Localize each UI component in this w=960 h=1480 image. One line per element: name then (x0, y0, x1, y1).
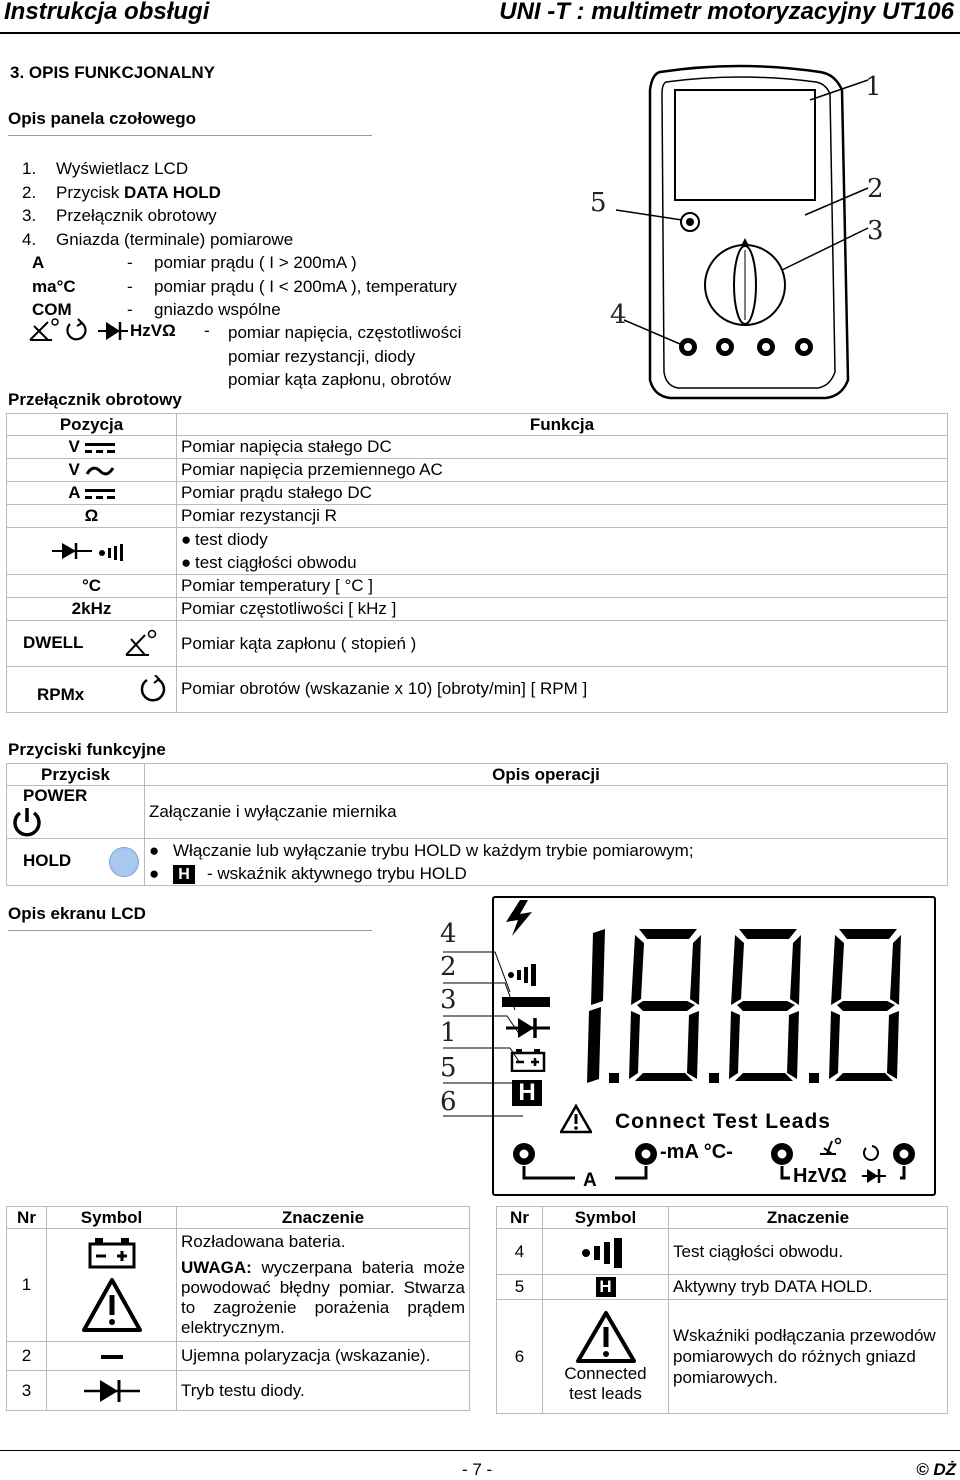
battery-icon (51, 1237, 172, 1269)
table-row (497, 1300, 948, 1414)
lcd-title: Opis ekranu LCD (8, 904, 372, 931)
func-cell: Pomiar rezystancji R (177, 505, 948, 528)
symbol-cell (47, 1342, 177, 1371)
panel-list-item: 1. Wyświetlacz LCD (22, 159, 189, 178)
header-right: UNI -T : multimetr motoryzacyjny UT106 (499, 0, 954, 25)
func-cell: Pomiar temperatury [ °C ] (177, 575, 948, 598)
table-row (497, 1229, 948, 1275)
lcd-digits-graphic (575, 925, 915, 1090)
table-header: Opis operacji (145, 764, 948, 786)
ac-icon (85, 463, 115, 479)
callout-label: 5 (590, 188, 607, 218)
multimeter-front-panel-drawing (580, 60, 910, 405)
buttons-title: Przyciski funkcyjne (8, 740, 166, 759)
table-row (7, 436, 948, 459)
table-row (7, 786, 948, 839)
warning-icon (51, 1277, 172, 1333)
terminal-a-label: A (583, 1170, 597, 1191)
footer-rule (0, 1450, 960, 1451)
pos-cell (7, 528, 177, 575)
table-header: Przycisk (7, 764, 145, 786)
table-header: Znaczenie (177, 1207, 470, 1229)
table-header: Pozycja (7, 414, 177, 436)
symbol-cell (543, 1229, 669, 1275)
button-desc-cell (145, 839, 948, 886)
callout-label: 1 (865, 72, 882, 102)
lcd-row-label: 6 (440, 1087, 457, 1117)
socket-item: COM - gniazdo wspólne (32, 300, 281, 319)
rpm-icon (137, 675, 167, 705)
nr-cell: 1 (7, 1229, 47, 1342)
socket4-name: HzVΩ (130, 321, 176, 340)
panel-list-item: 4. Gniazda (terminale) pomiarowe (22, 229, 294, 249)
socket4-dash: - (204, 321, 210, 340)
socket-list (32, 251, 457, 322)
hold-icon: H (596, 1277, 616, 1297)
table-header: Symbol (543, 1207, 669, 1229)
table-header: Nr (7, 1207, 47, 1229)
lcd-row-label: 5 (440, 1053, 457, 1083)
meaning-cell: Ujemna polaryzacja (wskazanie). (177, 1342, 470, 1371)
meaning-warning: UWAGA: wyczerpana bateria może powodować błędny pomiar. Stwarza to zagrożenie porażenia prądem elektrycznym. (181, 1258, 465, 1337)
button-name-cell: POWER (7, 786, 145, 839)
symbol-cell (47, 1371, 177, 1411)
socket-item: ma°C - pomiar prądu ( I < 200mA ), temperatury (32, 276, 457, 296)
table-header: Znaczenie (669, 1207, 948, 1229)
meaning-cell: Aktywny tryb DATA HOLD. (669, 1275, 948, 1300)
func-cell: Pomiar kąta zapłonu ( stopień ) (177, 621, 948, 667)
panel-title: Opis panela czołowego (8, 109, 372, 136)
func-cell: Pomiar częstotliwości [ kHz ] (177, 598, 948, 621)
func-cell (177, 528, 948, 575)
pos-cell: 2kHz (7, 598, 177, 621)
legend-table-left (6, 1206, 470, 1411)
socket4-line: pomiar napięcia, częstotliwości (228, 323, 462, 342)
table-row (7, 1371, 470, 1411)
switch-title: Przełącznik obrotowy (8, 390, 182, 409)
socket4-line: pomiar kąta zapłonu, obrotów (228, 370, 452, 389)
func-bullet: ● test ciągłości obwodu (181, 553, 357, 572)
warning-icon (547, 1310, 664, 1364)
page-number: - 7 - (462, 1460, 493, 1479)
table-row (7, 667, 948, 713)
callout-label: 3 (867, 216, 884, 246)
callout-label: 4 (610, 300, 627, 330)
table-row (7, 505, 948, 528)
dwell-rpm-diode-icons (28, 318, 128, 344)
button-desc-cell: Załączanie i wyłączanie miernika (145, 786, 948, 839)
copyright: © DŻ (916, 1460, 956, 1479)
table-row (7, 839, 948, 886)
continuity-icon (505, 962, 545, 986)
socket-item: A - pomiar prądu ( I > 200mA ) (32, 253, 357, 272)
table-row (7, 459, 948, 482)
nr-cell: 4 (497, 1229, 543, 1275)
continuity-icon (580, 1236, 632, 1268)
table-row (7, 598, 948, 621)
diode-icon (84, 1377, 140, 1405)
table-header: Nr (497, 1207, 543, 1229)
battery-icon (510, 1048, 546, 1072)
panel-list (22, 157, 293, 251)
meaning-cell: Wskaźniki podłączania przewodów pomiarowych do różnych gniazd pomiarowych. (669, 1300, 948, 1414)
table-row (7, 621, 948, 667)
dc-icon (85, 441, 115, 455)
nr-cell: 5 (497, 1275, 543, 1300)
meaning-line: Rozładowana bateria. (181, 1232, 346, 1251)
section-title: 3. OPIS FUNKCJONALNY (10, 63, 215, 82)
connect-test-leads: Connect Test Leads (615, 1110, 831, 1133)
meaning-cell: Tryb testu diody. (177, 1371, 470, 1411)
terminal-diode-icon (862, 1168, 886, 1184)
callout-label: 2 (867, 174, 884, 204)
symbol-cell (543, 1275, 669, 1300)
warning-icon (560, 1104, 592, 1134)
func-bullet: ● test diody (181, 530, 268, 549)
symbol-text: Connected test leads (564, 1363, 647, 1403)
nr-cell: 2 (7, 1342, 47, 1371)
pos-cell: °C (7, 575, 177, 598)
symbol-cell (47, 1229, 177, 1342)
table-row (7, 528, 948, 575)
minus-sign-icon (101, 1355, 123, 1359)
hold-icon: H (512, 1080, 542, 1106)
pos-cell: V (7, 436, 177, 459)
terminal-ma-label: -mA °C- (660, 1141, 733, 1163)
desc-bullet: ● Włączanie lub wyłączanie trybu HOLD w każdym trybie pomiarowym; (149, 841, 694, 860)
lcd-row-label: 2 (440, 952, 457, 982)
desc-bullet: ● H - wskaźnik aktywnego trybu HOLD (149, 864, 467, 884)
header-left: Instrukcja obsługi (4, 0, 210, 25)
legend-table-right (496, 1206, 948, 1414)
hold-indicator-icon: H (173, 865, 195, 884)
nr-cell: 6 (497, 1300, 543, 1414)
dwell-icon (123, 629, 157, 659)
power-icon (11, 806, 43, 838)
table-row (7, 482, 948, 505)
header-rule (0, 32, 960, 34)
lcd-row-label: 4 (440, 919, 457, 949)
socket4-desc (228, 321, 461, 392)
table-row (7, 1229, 470, 1342)
table-header: Symbol (47, 1207, 177, 1229)
nr-cell: 3 (7, 1371, 47, 1411)
button-name-cell: HOLD (7, 839, 145, 886)
table-row (7, 1342, 470, 1371)
lcd-row-label: 1 (440, 1018, 457, 1048)
table-row (7, 575, 948, 598)
switch-table (6, 413, 948, 713)
func-cell: Pomiar obrotów (wskazanie x 10) [obroty/min] [ RPM ] (177, 667, 948, 713)
socket4-line: pomiar rezystancji, diody (228, 346, 416, 366)
buttons-table (6, 763, 948, 886)
diode-continuity-icon (52, 541, 132, 561)
meaning-cell (177, 1229, 470, 1342)
meaning-cell: Test ciągłości obwodu. (669, 1229, 948, 1275)
pos-cell: RPMx (7, 667, 177, 713)
lcd-row-label: 3 (440, 985, 457, 1015)
dc-icon (85, 487, 115, 501)
pos-cell: DWELL (7, 621, 177, 667)
diode-icon (506, 1015, 550, 1041)
pos-cell: A (7, 482, 177, 505)
pos-cell: Ω (7, 505, 177, 528)
func-cell: Pomiar napięcia stałego DC (177, 436, 948, 459)
pos-cell: V (7, 459, 177, 482)
minus-sign-icon (502, 997, 550, 1007)
symbol-cell (543, 1300, 669, 1414)
panel-list-item: 3. Przełącznik obrotowy (22, 206, 217, 225)
func-cell: Pomiar napięcia przemiennego AC (177, 459, 948, 482)
table-row (497, 1275, 948, 1300)
table-header: Funkcja (177, 414, 948, 436)
panel-list-item: 2. Przycisk DATA HOLD (22, 182, 221, 202)
func-cell: Pomiar prądu stałego DC (177, 482, 948, 505)
terminal-hz-label: HzVΩ (793, 1165, 847, 1187)
hold-button-icon (109, 847, 139, 877)
